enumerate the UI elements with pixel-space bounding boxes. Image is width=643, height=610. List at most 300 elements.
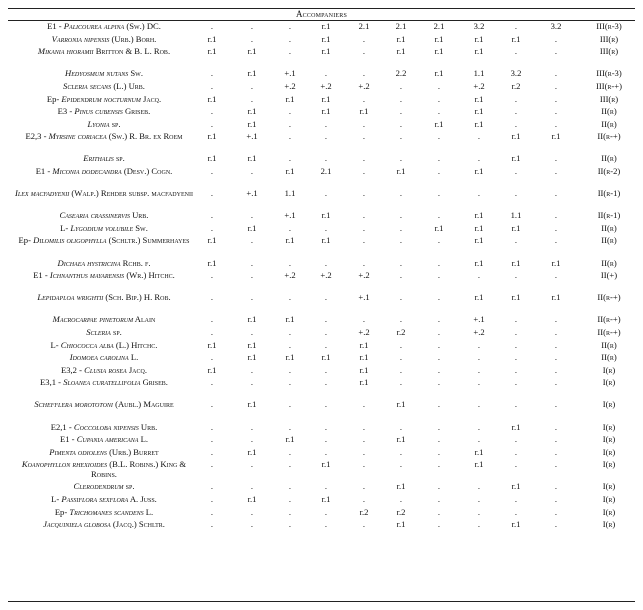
table-header: Accompaniers (295, 9, 348, 19)
constancy-class: II(r-+) (597, 326, 621, 337)
species-binomial: Chiococca alba (60, 339, 114, 350)
table-row (8, 224, 635, 234)
abundance-cell: r.1 (511, 481, 521, 492)
abundance-cell: . (399, 494, 403, 504)
abundance-cell: . (399, 446, 403, 457)
abundance-cell: . (288, 494, 292, 504)
species-authority: Alain (133, 314, 156, 325)
abundance-cell: +.2 (473, 80, 485, 91)
abundance-cell: . (437, 399, 441, 410)
abundance-cell: . (324, 222, 328, 233)
abundance-cell: . (477, 188, 481, 199)
species-authority: sp. (113, 153, 125, 164)
species-name (8, 293, 200, 303)
table-row (8, 448, 635, 458)
species-name (8, 495, 200, 505)
abundance-cell: r.1 (511, 153, 521, 164)
abundance-cell: r.1 (434, 46, 444, 57)
abundance-cell: +.2 (358, 80, 370, 91)
abundance-cell: . (514, 235, 518, 246)
abundance-cell: r.1 (511, 33, 521, 44)
species-binomial: Epidendrum nocturnum (61, 93, 141, 104)
abundance-cell: . (288, 106, 292, 117)
species-authority: A. Juss. (128, 494, 157, 504)
abundance-cell: . (250, 210, 254, 221)
species-authority: L. (128, 352, 139, 363)
abundance-cell: . (514, 118, 518, 129)
abundance-cell: +.2 (284, 80, 296, 91)
abundance-cell: r.1 (511, 292, 521, 303)
abundance-cell: . (324, 519, 328, 530)
abundance-cell: . (554, 434, 558, 445)
species-name (8, 47, 200, 57)
abundance-cell: r.1 (511, 519, 521, 530)
abundance-cell: r.1 (511, 257, 521, 268)
abundance-cell: . (288, 292, 292, 303)
abundance-cell: . (477, 364, 481, 375)
abundance-cell: . (554, 494, 558, 504)
species-authority: Griseb. (140, 377, 168, 388)
abundance-cell: . (210, 481, 214, 492)
abundance-cell: . (288, 377, 292, 388)
abundance-cell: r.1 (396, 166, 406, 176)
abundance-cell: r.1 (247, 446, 257, 457)
abundance-cell: . (324, 506, 328, 517)
table-row (8, 120, 635, 130)
abundance-cell: r.1 (396, 46, 406, 57)
abundance-cell: . (514, 364, 518, 375)
abundance-cell: . (362, 210, 366, 221)
species-authority: (Sw.) DC. (124, 21, 161, 31)
species-binomial: Ichnanthus mayarensis (49, 270, 125, 281)
abundance-cell: . (554, 270, 558, 281)
species-binomial: Dichaea hystricina (57, 257, 121, 268)
abundance-cell: . (210, 459, 214, 470)
abundance-cell: . (514, 446, 518, 457)
abundance-cell: . (288, 421, 292, 432)
abundance-cell: +.1 (358, 292, 370, 303)
abundance-cell: . (437, 364, 441, 375)
abundance-cell: . (437, 446, 441, 457)
abundance-cell: . (399, 235, 403, 246)
abundance-cell: . (362, 446, 366, 457)
abundance-cell: r.1 (321, 235, 331, 246)
abundance-cell: r.2 (396, 506, 406, 517)
abundance-cell: . (437, 421, 441, 432)
abundance-cell: r.1 (247, 222, 257, 233)
abundance-cell: 2.1 (433, 21, 445, 31)
species-authority: L. (143, 506, 154, 517)
species-binomial: Ilex macfadyenii (15, 188, 70, 199)
constancy-class: II(r) (601, 257, 617, 268)
species-name (8, 167, 200, 177)
species-binomial: Coccoloba nipensis (73, 421, 139, 432)
abundance-cell: . (399, 459, 403, 470)
species-authority: sp. (110, 326, 122, 337)
table-row (8, 341, 635, 351)
species-name (8, 107, 200, 117)
abundance-cell: . (362, 222, 366, 233)
species-binomial: Dilomilis oligophylla (33, 235, 107, 246)
constancy-class: III(r) (599, 46, 619, 57)
abundance-cell: . (554, 519, 558, 530)
abundance-cell: +.2 (358, 270, 370, 281)
abundance-cell: r.1 (321, 459, 331, 470)
species-binomial: Cupania americana (76, 434, 139, 445)
abundance-cell: . (514, 106, 518, 117)
species-binomial: Hedyosmum nutans (65, 68, 129, 79)
abundance-cell: +.1 (246, 188, 258, 199)
abundance-cell: 1.1 (473, 68, 485, 79)
abundance-cell: r.1 (321, 33, 331, 44)
species-name (8, 259, 200, 269)
abundance-cell: . (210, 166, 214, 176)
table-row (8, 435, 635, 445)
abundance-cell: . (399, 339, 403, 350)
abundance-cell: . (514, 46, 518, 57)
abundance-cell: . (250, 377, 254, 388)
abundance-cell: r.1 (285, 93, 295, 104)
abundance-cell: . (362, 481, 366, 492)
table-row (8, 35, 635, 45)
abundance-cell: . (288, 506, 292, 517)
abundance-cell: . (362, 421, 366, 432)
abundance-cell: . (514, 188, 518, 199)
abundance-cell: r.1 (396, 434, 406, 445)
life-form-prefix: E2,1 - (50, 421, 74, 432)
table-row (8, 482, 635, 492)
abundance-cell: . (288, 33, 292, 44)
abundance-cell: +.1 (246, 131, 258, 142)
species-name (8, 22, 200, 32)
species-binomial: Miconia dodecandra (52, 166, 122, 176)
abundance-cell: r.1 (207, 46, 217, 57)
abundance-cell: r.1 (474, 235, 484, 246)
table-row (8, 154, 635, 164)
abundance-cell: . (399, 153, 403, 164)
abundance-cell: . (437, 326, 441, 337)
abundance-cell: . (437, 166, 441, 176)
abundance-cell: . (437, 292, 441, 303)
abundance-cell: r.1 (474, 292, 484, 303)
abundance-cell: . (324, 118, 328, 129)
abundance-cell: . (514, 494, 518, 504)
life-form-prefix: L- (50, 339, 61, 350)
table-row (8, 22, 635, 32)
abundance-cell: r.1 (285, 166, 295, 176)
abundance-cell: . (288, 481, 292, 492)
abundance-cell: . (437, 494, 441, 504)
species-binomial: Erithalis (83, 153, 114, 164)
abundance-cell: . (554, 210, 558, 221)
abundance-cell: . (399, 222, 403, 233)
abundance-cell: . (514, 377, 518, 388)
species-name (8, 400, 200, 410)
abundance-cell: . (210, 399, 214, 410)
abundance-cell: 1.1 (510, 210, 522, 221)
life-form-prefix: E3,1 - (40, 377, 64, 388)
table-row (8, 271, 635, 290)
abundance-cell: . (210, 326, 214, 337)
life-form-prefix: E1 - (59, 434, 77, 445)
abundance-cell: . (324, 188, 328, 199)
abundance-cell: +.1 (284, 68, 296, 79)
abundance-cell: . (288, 118, 292, 129)
species-authority: (Desv.) Cogn. (121, 166, 173, 176)
abundance-cell: . (288, 364, 292, 375)
abundance-cell: . (210, 270, 214, 281)
abundance-cell: . (554, 481, 558, 492)
species-name (8, 328, 200, 338)
table-row (8, 366, 635, 376)
abundance-cell: . (362, 166, 366, 176)
table-row (8, 293, 635, 312)
abundance-cell: r.1 (321, 352, 331, 363)
species-name (8, 154, 200, 164)
abundance-cell: . (477, 377, 481, 388)
abundance-cell: +.2 (284, 270, 296, 281)
abundance-cell: r.1 (247, 494, 257, 504)
abundance-cell: . (514, 352, 518, 363)
life-form-prefix: E1 - (35, 166, 53, 176)
abundance-cell: . (477, 153, 481, 164)
abundance-cell: . (399, 270, 403, 281)
species-name (8, 423, 200, 433)
constancy-class: I(r) (602, 519, 616, 530)
species-name (8, 82, 200, 92)
species-name (8, 35, 200, 45)
abundance-cell: r.1 (551, 131, 561, 142)
abundance-cell: . (477, 506, 481, 517)
abundance-cell: r.1 (207, 235, 217, 246)
abundance-cell: . (554, 68, 558, 79)
abundance-cell: . (324, 377, 328, 388)
abundance-cell: . (514, 434, 518, 445)
species-authority: (Urb.) Burret (106, 446, 159, 457)
constancy-class: II(r-+) (597, 131, 621, 142)
abundance-cell: r.1 (207, 131, 217, 142)
abundance-cell: r.1 (434, 222, 444, 233)
constancy-class: III(r-3) (596, 68, 622, 79)
abundance-cell: r.1 (321, 210, 331, 221)
abundance-cell: 1.1 (284, 188, 296, 199)
abundance-cell: . (250, 235, 254, 246)
abundance-cell: . (210, 188, 214, 199)
abundance-cell: . (324, 326, 328, 337)
abundance-cell: r.1 (207, 153, 217, 164)
abundance-cell: . (554, 93, 558, 104)
abundance-cell: . (554, 106, 558, 117)
species-binomial: Casearia crassinervis (59, 210, 130, 221)
species-authority: (Sch. Bip.) H. Rob. (103, 292, 171, 303)
abundance-cell: r.1 (474, 93, 484, 104)
abundance-cell: . (362, 399, 366, 410)
table-row (8, 189, 635, 208)
species-authority: Urb. (129, 210, 149, 221)
constancy-class: I(r) (602, 506, 616, 517)
abundance-cell: . (250, 292, 254, 303)
abundance-cell: r.2 (511, 80, 521, 91)
species-binomial: Clerodendrum (73, 481, 124, 492)
abundance-cell: . (514, 166, 518, 176)
species-authority: (Wr.) Hitchc. (124, 270, 175, 281)
life-form-prefix: Ep- (18, 235, 34, 246)
abundance-cell: . (554, 46, 558, 57)
abundance-cell: . (554, 399, 558, 410)
abundance-cell: . (362, 68, 366, 79)
constancy-class: II(r-+) (597, 292, 621, 303)
abundance-cell: . (399, 131, 403, 142)
abundance-cell: . (399, 377, 403, 388)
species-name (8, 341, 200, 351)
abundance-cell: . (554, 421, 558, 432)
abundance-cell: r.1 (434, 118, 444, 129)
abundance-cell: r.1 (474, 106, 484, 117)
abundance-cell: r.1 (359, 339, 369, 350)
abundance-cell: r.1 (321, 93, 331, 104)
abundance-cell: . (362, 434, 366, 445)
abundance-cell: . (514, 459, 518, 470)
species-authority: Jacq. (126, 364, 147, 375)
table-row (8, 495, 635, 505)
abundance-cell: r.1 (247, 68, 257, 79)
abundance-cell: . (210, 421, 214, 432)
abundance-cell: r.1 (474, 257, 484, 268)
constancy-class: II(r) (601, 235, 617, 246)
abundance-cell: r.1 (247, 118, 257, 129)
abundance-cell: . (399, 314, 403, 325)
constancy-class: I(r) (602, 421, 616, 432)
species-authority: Urb. (138, 421, 158, 432)
table-row (8, 259, 635, 269)
abundance-cell: r.1 (551, 292, 561, 303)
constancy-class: II(r) (601, 222, 617, 233)
abundance-cell: . (477, 399, 481, 410)
life-form-prefix: E2,3 - (25, 131, 49, 142)
abundance-cell: . (554, 364, 558, 375)
species-binomial: Pinus cubensis (74, 106, 123, 117)
abundance-cell: 2.2 (395, 68, 407, 79)
abundance-cell: . (324, 292, 328, 303)
table-row (8, 47, 635, 66)
abundance-cell: . (250, 506, 254, 517)
constancy-class: III(r) (599, 93, 619, 104)
abundance-cell: +.2 (320, 270, 332, 281)
constancy-class: II(r) (601, 339, 617, 350)
table-row (8, 423, 635, 433)
abundance-cell: . (210, 68, 214, 79)
abundance-cell: +.2 (320, 80, 332, 91)
table-row (8, 82, 635, 92)
species-name (8, 448, 200, 458)
species-binomial: Lyonia (87, 118, 110, 129)
life-form-prefix: E1 - (47, 21, 64, 31)
species-authority: (Walp.) Rehder subsp. macfadyenii (69, 188, 193, 199)
constancy-class: III(r) (599, 33, 619, 44)
abundance-cell: . (324, 446, 328, 457)
abundance-cell: . (288, 222, 292, 233)
abundance-cell: . (210, 118, 214, 129)
abundance-cell: . (554, 118, 558, 129)
species-authority: L. (138, 434, 149, 445)
abundance-cell: . (324, 434, 328, 445)
abundance-cell: . (324, 131, 328, 142)
species-binomial: Schefflera morototoni (34, 399, 113, 410)
abundance-cell: 2.1 (320, 166, 332, 176)
abundance-cell: . (477, 494, 481, 504)
species-authority: (L.) Hitchc. (113, 339, 158, 350)
abundance-cell: . (514, 93, 518, 104)
abundance-cell: r.1 (285, 235, 295, 246)
table-row (8, 95, 635, 105)
abundance-cell: . (210, 352, 214, 363)
table-row (8, 69, 635, 79)
abundance-cell: r.1 (321, 21, 331, 31)
species-name (8, 435, 200, 445)
abundance-cell: . (250, 166, 254, 176)
abundance-cell: . (514, 506, 518, 517)
abundance-cell: . (288, 46, 292, 57)
abundance-cell: r.1 (511, 222, 521, 233)
abundance-cell: . (210, 222, 214, 233)
table-row (8, 508, 635, 518)
table-row (8, 132, 635, 151)
abundance-cell: . (554, 314, 558, 325)
life-form-prefix: E3,2 - (60, 364, 85, 375)
abundance-cell: r.1 (247, 153, 257, 164)
abundance-cell: r.1 (396, 519, 406, 530)
abundance-cell: r.1 (359, 377, 369, 388)
abundance-cell: . (250, 21, 254, 31)
species-authority: (Jacq.) Schltr. (110, 519, 165, 530)
abundance-cell: 2.1 (395, 21, 407, 31)
abundance-cell: . (324, 68, 328, 79)
abundance-cell: . (250, 459, 254, 470)
abundance-cell: . (437, 257, 441, 268)
constancy-class: I(r) (602, 399, 616, 410)
abundance-cell: r.1 (321, 106, 331, 117)
abundance-cell: . (554, 80, 558, 91)
constancy-class: II(r-+) (597, 314, 621, 325)
abundance-cell: . (210, 377, 214, 388)
life-form-prefix: L- (51, 494, 62, 504)
abundance-cell: . (554, 339, 558, 350)
abundance-cell: . (288, 326, 292, 337)
abundance-cell: . (210, 21, 214, 31)
constancy-class: II(r-1) (597, 188, 621, 199)
abundance-cell: . (514, 270, 518, 281)
constancy-class: I(r) (602, 434, 616, 445)
abundance-cell: . (324, 421, 328, 432)
abundance-cell: . (324, 257, 328, 268)
table-row (8, 520, 635, 539)
species-binomial: Idomoea carolina (69, 352, 129, 363)
abundance-cell: . (210, 292, 214, 303)
abundance-cell: 2.1 (358, 21, 370, 31)
species-authority: Griseb. (122, 106, 151, 117)
table-row (8, 107, 635, 117)
species-name (8, 69, 200, 79)
species-name (8, 366, 200, 376)
abundance-cell: . (554, 352, 558, 363)
abundance-cell: . (477, 481, 481, 492)
abundance-cell: . (554, 33, 558, 44)
abundance-cell: . (250, 80, 254, 91)
species-binomial: Lygodium volubile (70, 222, 134, 233)
abundance-cell: . (514, 399, 518, 410)
abundance-cell: . (437, 153, 441, 164)
abundance-cell: . (554, 459, 558, 470)
